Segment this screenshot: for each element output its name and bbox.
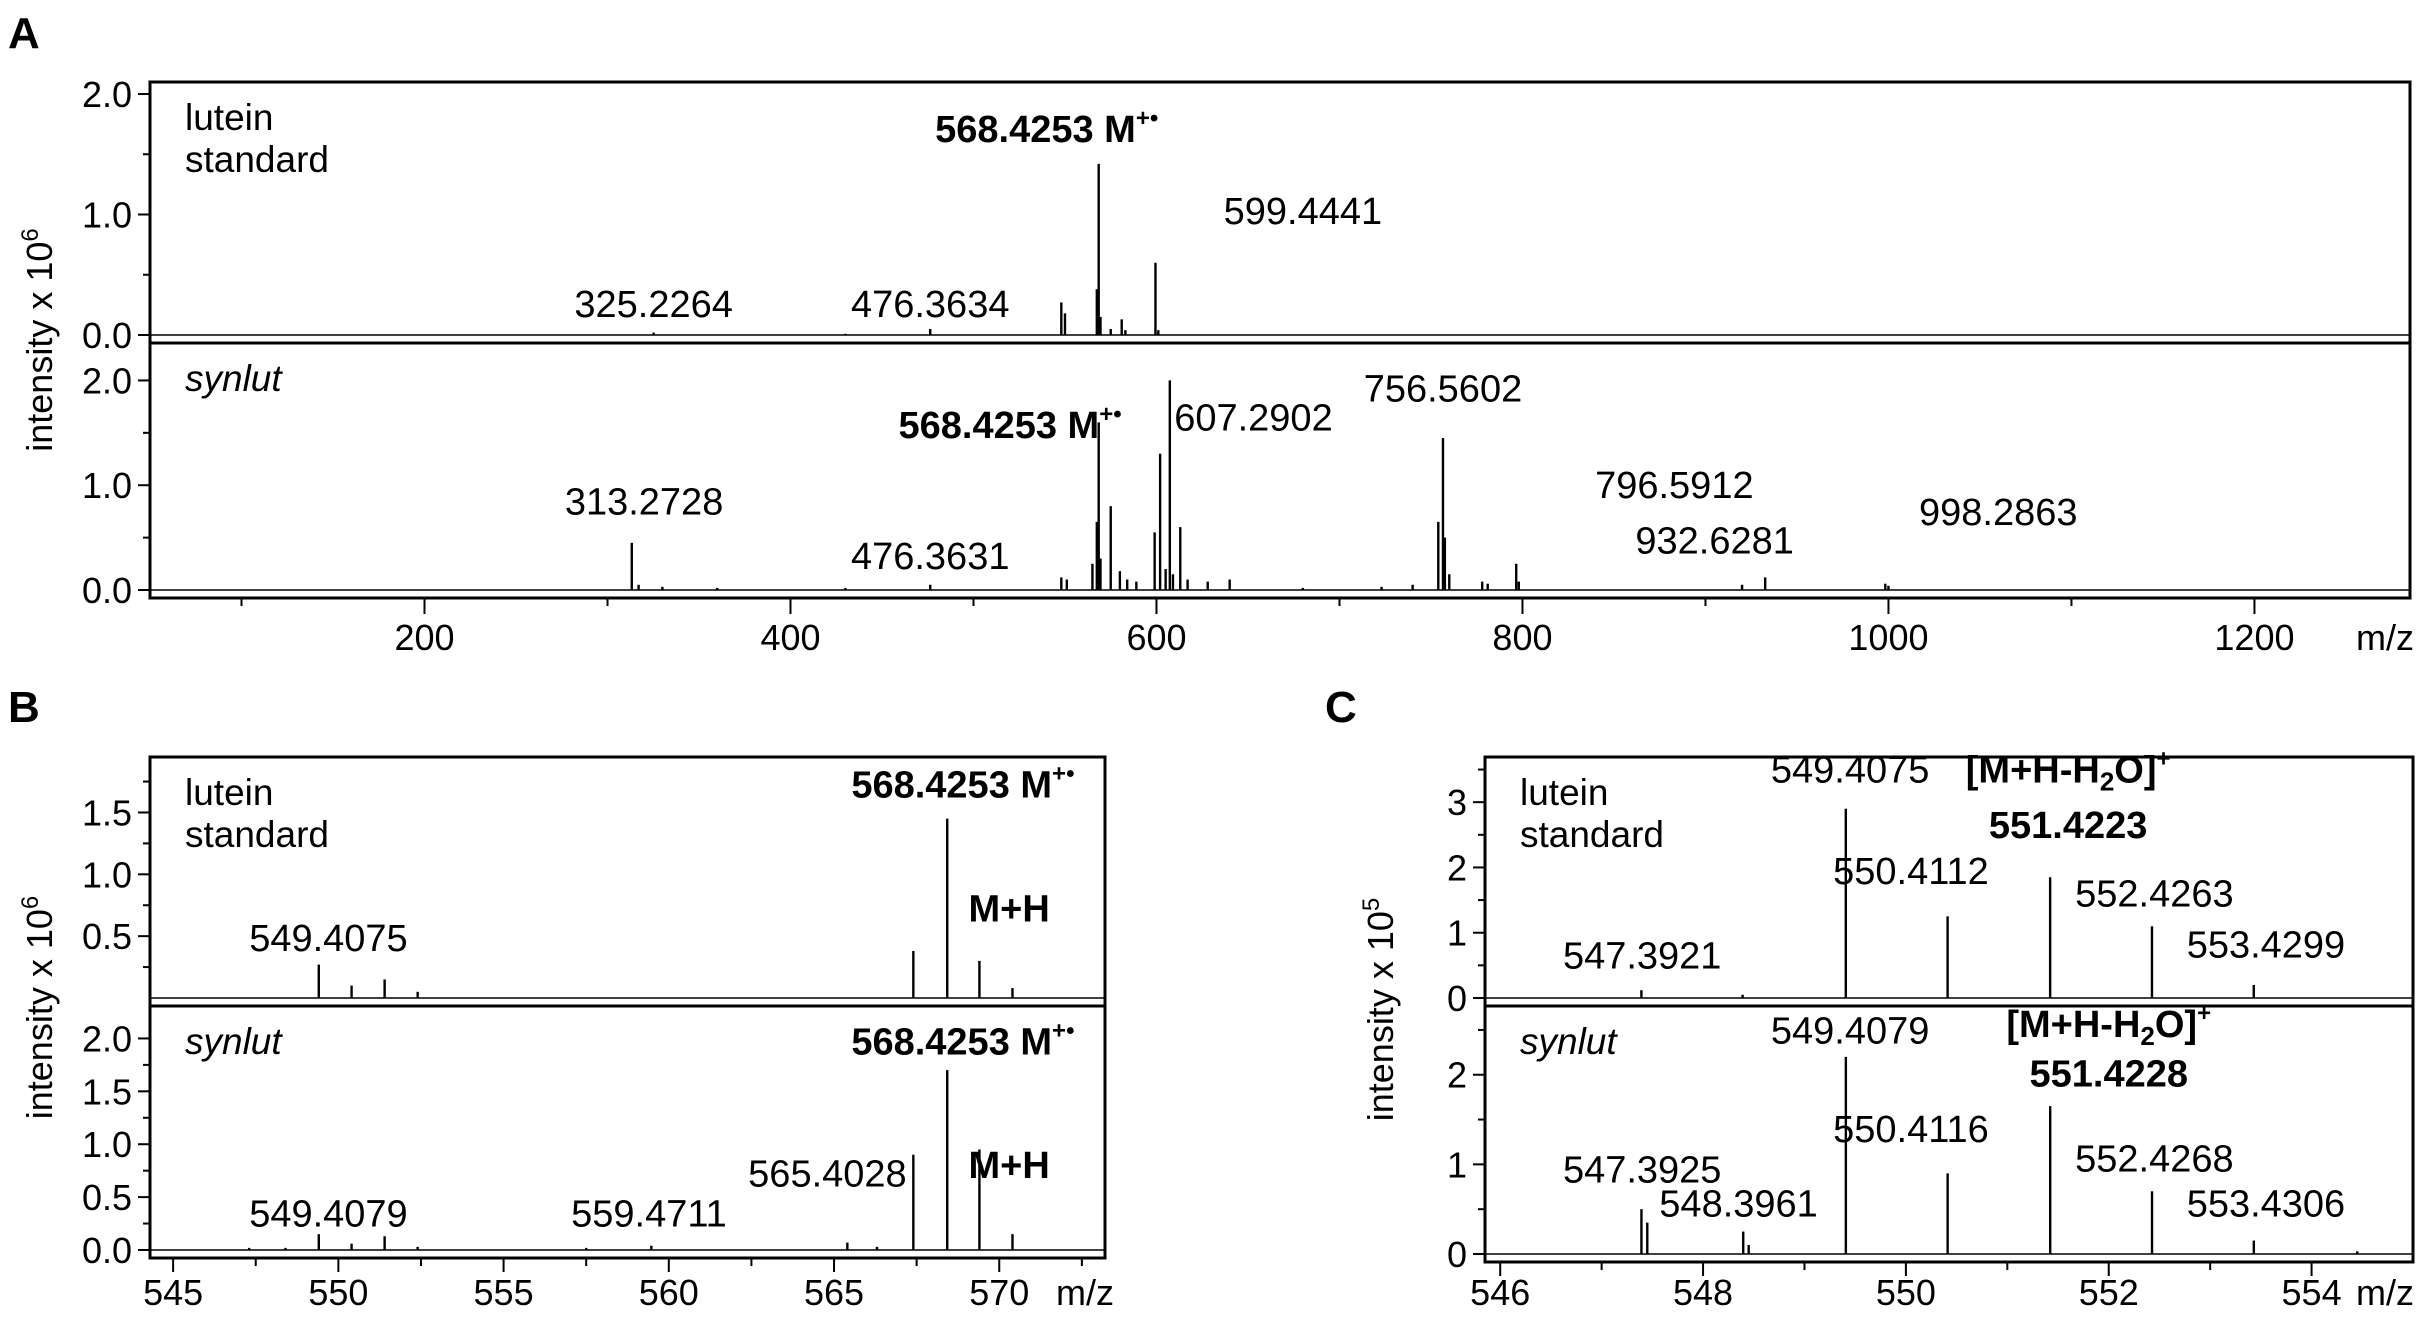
y-tick-label: 1.5 bbox=[81, 1071, 132, 1113]
x-tick-label: 200 bbox=[394, 617, 455, 658]
peak-label-text: 476.3631 bbox=[850, 536, 1010, 579]
x-tick-label: 555 bbox=[473, 1272, 534, 1313]
peak-label-text: [M+H-H bbox=[2006, 1004, 2141, 1047]
peak-label bbox=[851, 536, 1010, 578]
y-tick-label: 2 bbox=[1446, 1054, 1467, 1096]
x-tick-label: 554 bbox=[2281, 1272, 2342, 1313]
peak-label-text: [M+H-H bbox=[1965, 749, 2100, 792]
y-tick-label: 2.0 bbox=[81, 74, 132, 116]
peak-label bbox=[851, 1017, 1074, 1063]
peak-label bbox=[249, 1194, 408, 1236]
subplot-synlut bbox=[82, 1006, 1105, 1271]
y-axis-title bbox=[17, 228, 60, 451]
peak-label-text: 549.4075 bbox=[249, 918, 408, 960]
y-axis-title-exponent: 5 bbox=[1358, 897, 1385, 912]
peak-label bbox=[2187, 1183, 2346, 1225]
y-tick-label: 0 bbox=[1446, 1234, 1467, 1275]
x-tick-label: 548 bbox=[1673, 1272, 1734, 1313]
x-axis-unit: m/z bbox=[2356, 1272, 2414, 1313]
peak-label-text: 568.4253 M bbox=[898, 405, 1100, 448]
peak-label-text: M+H bbox=[968, 1145, 1050, 1188]
sample-label: lutein bbox=[185, 772, 274, 813]
x-tick-label: 1200 bbox=[2214, 617, 2295, 658]
y-tick-label: 2.0 bbox=[81, 1018, 132, 1060]
y-axis-title-text: intensity x 10 bbox=[19, 241, 60, 452]
y-axis-title-text: intensity x 10 bbox=[1360, 911, 1401, 1122]
peak-label-subscript: 2 bbox=[2099, 766, 2115, 797]
peak-label-text: 551.4223 bbox=[1988, 805, 2148, 848]
peak-label-text: 313.2728 bbox=[564, 481, 724, 524]
sample-label: lutein bbox=[1520, 772, 1609, 813]
peak-label bbox=[1771, 1010, 1930, 1052]
peak-label bbox=[851, 761, 1074, 807]
peak-label bbox=[851, 284, 1010, 326]
peak-label bbox=[1174, 398, 1333, 440]
peak-label bbox=[1833, 1109, 1989, 1151]
x-tick-label: 552 bbox=[2078, 1272, 2139, 1313]
peak-label-text: 550.4116 bbox=[1833, 1108, 1989, 1151]
peak-label-superscript: + bbox=[2156, 745, 2171, 773]
y-tick-label: 2 bbox=[1446, 847, 1467, 889]
panel-letter: C bbox=[1325, 683, 1357, 732]
panel-letter: A bbox=[8, 9, 40, 58]
peak-label bbox=[1563, 936, 1722, 978]
x-tick-label: 550 bbox=[1875, 1272, 1936, 1313]
peak-label-text: 552.4268 bbox=[2075, 1138, 2234, 1181]
peak-label bbox=[1659, 1183, 1818, 1225]
y-tick-label: 3 bbox=[1446, 782, 1467, 824]
y-tick-label: 0 bbox=[1446, 978, 1467, 1019]
peak-label bbox=[1364, 368, 1523, 410]
peak-label bbox=[2006, 1000, 2211, 1051]
peak-label bbox=[249, 918, 408, 960]
peak-label bbox=[2187, 925, 2346, 967]
subplot-synlut bbox=[82, 343, 2410, 611]
y-tick-label: 2.0 bbox=[81, 360, 132, 402]
peak-label-text: 547.3921 bbox=[1562, 935, 1722, 978]
peak-label bbox=[1224, 191, 1383, 233]
y-tick-label: 1.5 bbox=[81, 792, 132, 834]
peak-label-text: 607.2902 bbox=[1174, 397, 1333, 440]
peak-label-text: 476.3634 bbox=[850, 283, 1010, 326]
peak-label-text: 549.4079 bbox=[249, 1193, 408, 1236]
panel-b bbox=[8, 683, 1114, 1313]
sample-label: standard bbox=[185, 814, 329, 855]
y-tick-label: 1.0 bbox=[81, 1124, 132, 1166]
peak-label-text: 599.4441 bbox=[1223, 191, 1383, 234]
sample-label: standard bbox=[185, 139, 329, 180]
x-tick-label: 600 bbox=[1126, 617, 1187, 658]
y-tick-label: 1 bbox=[1446, 1144, 1467, 1186]
peak-label-text: 565.4028 bbox=[748, 1153, 907, 1196]
y-axis-title bbox=[1358, 898, 1401, 1121]
sample-label: lutein bbox=[185, 97, 274, 138]
peak-label bbox=[2075, 874, 2234, 916]
peak-label bbox=[2029, 1053, 2188, 1095]
peak-label bbox=[969, 888, 1050, 930]
subplot-synlut bbox=[1447, 1000, 2413, 1275]
sample-label: standard bbox=[1520, 814, 1664, 855]
peak-label-text: 568.4253 M bbox=[935, 109, 1136, 152]
peak-label-text: 932.6281 bbox=[1635, 520, 1794, 563]
peak-label-text: 553.4306 bbox=[2186, 1183, 2346, 1226]
peak-label bbox=[1833, 851, 1989, 893]
y-tick-label: 1.0 bbox=[81, 465, 132, 507]
y-tick-label: 1 bbox=[1446, 912, 1467, 954]
x-tick-label: 545 bbox=[143, 1272, 204, 1313]
peak-label-text: 998.2863 bbox=[1919, 492, 2078, 535]
y-tick-label: 0.5 bbox=[81, 1177, 132, 1219]
peak-label-text: 549.4079 bbox=[1770, 1010, 1930, 1053]
y-axis-title bbox=[17, 896, 60, 1119]
y-tick-label: 1.0 bbox=[81, 194, 132, 236]
peak-label-text: 756.5602 bbox=[1363, 368, 1523, 411]
peak-label-text: 325.2264 bbox=[574, 283, 733, 326]
subplot-lutein-standard bbox=[82, 761, 1105, 998]
peak-label-text: 549.4075 bbox=[1770, 749, 1930, 792]
x-axis-unit: m/z bbox=[2356, 617, 2414, 658]
y-axis-title-exponent: 6 bbox=[17, 895, 44, 910]
subplot-lutein-standard bbox=[82, 74, 2410, 356]
peak-label bbox=[748, 1154, 907, 1196]
peak-label bbox=[1919, 492, 2078, 534]
peak-label-superscript: +• bbox=[1052, 1017, 1075, 1045]
peak-label bbox=[2075, 1139, 2234, 1181]
peak-label-tail: O] bbox=[2114, 749, 2157, 792]
peak-label bbox=[1989, 805, 2148, 847]
peak-label-subscript: 2 bbox=[2140, 1021, 2155, 1052]
y-axis-title-text: intensity x 10 bbox=[19, 909, 60, 1120]
peak-label bbox=[574, 284, 733, 326]
peak-label-text: 550.4112 bbox=[1833, 850, 1989, 893]
y-axis-title-exponent: 6 bbox=[17, 228, 44, 242]
panel-a bbox=[8, 9, 2414, 658]
peak-label-text: 551.4228 bbox=[2029, 1053, 2188, 1096]
peak-label bbox=[565, 482, 724, 524]
panel-letter: B bbox=[8, 683, 40, 732]
peak-label bbox=[1771, 750, 1930, 792]
peak-label-text: 553.4299 bbox=[2186, 924, 2346, 967]
peak-label-superscript: +• bbox=[1135, 105, 1159, 133]
peak-label bbox=[969, 1145, 1050, 1187]
peak-label bbox=[1966, 746, 2171, 797]
peak-label-superscript: + bbox=[2197, 1000, 2212, 1028]
peak-label bbox=[1635, 520, 1794, 562]
peak-label bbox=[1595, 465, 1754, 507]
peak-label-tail: O] bbox=[2154, 1004, 2198, 1047]
x-tick-label: 800 bbox=[1492, 617, 1553, 658]
y-tick-label: 1.0 bbox=[81, 854, 132, 896]
x-tick-label: 560 bbox=[638, 1272, 699, 1313]
peak-label bbox=[571, 1194, 727, 1236]
peak-label-superscript: +• bbox=[1099, 401, 1122, 429]
sample-label: synlut bbox=[1520, 1021, 1617, 1062]
y-tick-label: 0.0 bbox=[81, 1230, 132, 1271]
x-tick-label: 550 bbox=[308, 1272, 369, 1313]
peak-label-text: 568.4253 M bbox=[851, 1021, 1053, 1064]
panel-c bbox=[1325, 683, 2414, 1313]
y-tick-label: 0.0 bbox=[81, 570, 132, 611]
x-axis-unit: m/z bbox=[1056, 1272, 1114, 1313]
x-tick-label: 546 bbox=[1470, 1272, 1531, 1313]
peak-label-text: 547.3925 bbox=[1562, 1149, 1722, 1192]
peak-label-text: 796.5912 bbox=[1595, 464, 1754, 507]
peak-label-text: 559.4711 bbox=[571, 1193, 727, 1236]
x-tick-label: 570 bbox=[969, 1272, 1030, 1313]
peak-label-text: 552.4263 bbox=[2075, 873, 2234, 916]
y-tick-label: 0.0 bbox=[81, 315, 132, 356]
x-tick-label: 400 bbox=[760, 617, 821, 658]
subplot-lutein-standard bbox=[1447, 746, 2413, 1019]
peak-label bbox=[899, 401, 1122, 447]
x-tick-label: 565 bbox=[803, 1272, 865, 1313]
peak-label-text: 568.4253 M bbox=[851, 764, 1053, 807]
sample-label: synlut bbox=[185, 1021, 282, 1062]
peak-label-text: M+H bbox=[968, 888, 1050, 931]
peak-label-superscript: +• bbox=[1052, 760, 1075, 788]
sample-label: synlut bbox=[185, 358, 282, 399]
y-tick-label: 0.5 bbox=[81, 916, 132, 958]
peak-label-text: 548.3961 bbox=[1659, 1183, 1818, 1226]
x-tick-label: 1000 bbox=[1848, 617, 1929, 658]
peak-label bbox=[935, 105, 1158, 151]
